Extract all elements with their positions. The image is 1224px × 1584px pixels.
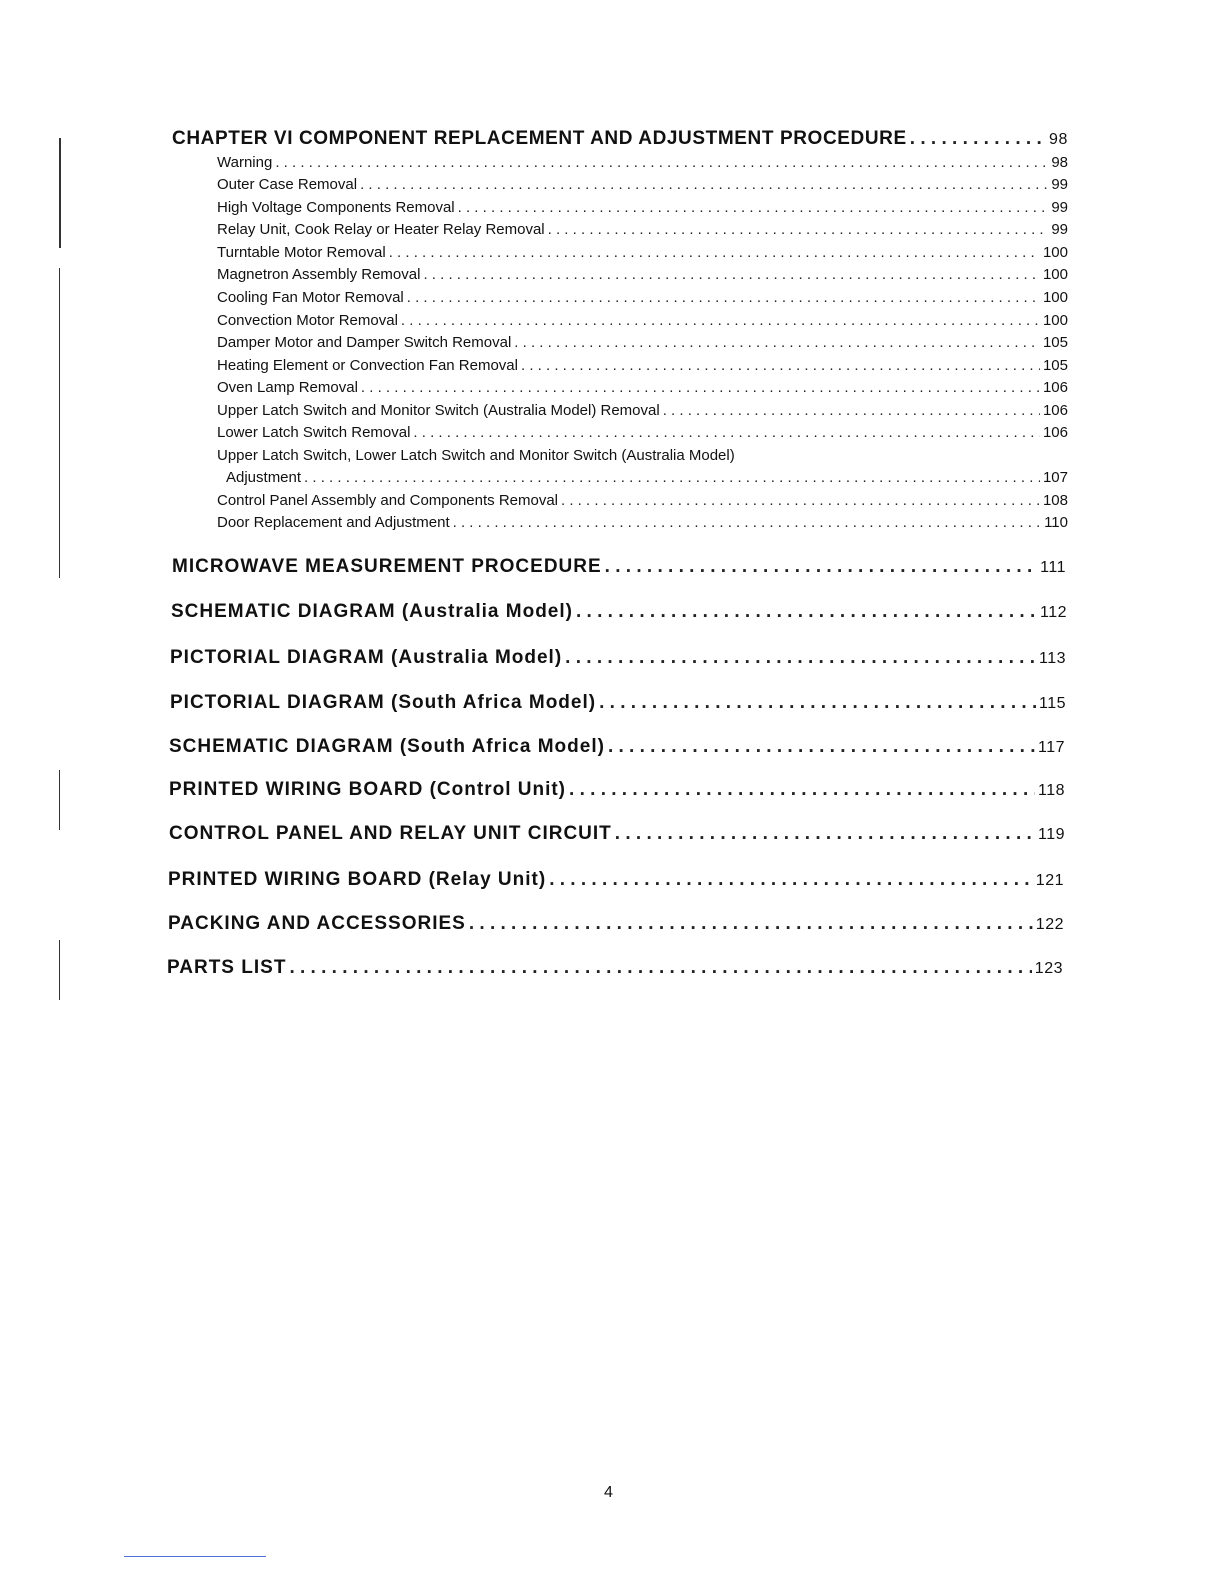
entry-label: Heating Element or Convection Fan Removal [217, 357, 518, 374]
entry-page: 108 [1042, 492, 1068, 509]
chapter-title: CHAPTER VI COMPONENT REPLACEMENT AND ADJUSTMENT PROCEDURE [172, 128, 907, 149]
dot-leader [401, 312, 1040, 329]
dot-leader [569, 779, 1035, 801]
dot-leader [514, 334, 1040, 351]
dot-leader [910, 128, 1046, 150]
toc-section [170, 647, 1066, 669]
footer-rule [124, 1556, 266, 1557]
dot-leader [304, 469, 1040, 486]
section-page: 123 [1034, 960, 1063, 977]
entry-page: 99 [1051, 199, 1068, 216]
section-page: 111 [1040, 559, 1066, 576]
dot-leader [605, 556, 1038, 578]
dot-leader [361, 379, 1040, 396]
dot-leader [599, 692, 1036, 714]
toc-entry [217, 424, 1068, 441]
dot-leader [389, 244, 1040, 261]
dot-leader [360, 176, 1048, 193]
dot-leader [549, 869, 1033, 891]
dot-leader [576, 601, 1037, 623]
toc-section [169, 823, 1065, 845]
entry-page: 99 [1051, 221, 1068, 238]
section-page: 113 [1038, 650, 1066, 667]
section-page: 112 [1039, 604, 1067, 621]
toc-entry [217, 154, 1068, 171]
toc-section [168, 869, 1064, 891]
dot-leader [565, 647, 1036, 669]
entry-label: Oven Lamp Removal [217, 379, 358, 396]
toc-entry [217, 357, 1068, 374]
scan-edge-line [59, 268, 60, 578]
toc-entry [217, 176, 1068, 193]
toc-entry [217, 266, 1068, 283]
section-label: PRINTED WIRING BOARD (Relay Unit) [168, 869, 547, 890]
entry-label: Adjustment [226, 469, 302, 486]
section-page: 122 [1035, 916, 1064, 933]
entry-label: Damper Motor and Damper Switch Removal [217, 334, 512, 351]
toc-entry [217, 514, 1068, 531]
section-label: PACKING AND ACCESSORIES [168, 913, 466, 934]
entry-label: Control Panel Assembly and Components Removal [217, 492, 559, 509]
toc-entry [217, 492, 1068, 509]
entry-page: 100 [1042, 266, 1068, 283]
entry-label: Outer Case Removal [217, 176, 358, 193]
entry-page: 100 [1042, 244, 1068, 261]
section-label: PICTORIAL DIAGRAM (Australia Model) [170, 647, 563, 668]
entry-page: 100 [1042, 289, 1068, 306]
entry-page: 110 [1044, 514, 1068, 531]
entry-label: Upper Latch Switch and Monitor Switch (Australia Model) Removal [217, 402, 660, 419]
dot-leader [423, 266, 1040, 283]
dot-leader [289, 957, 1031, 979]
toc-entry [217, 199, 1068, 216]
toc-section [167, 957, 1063, 979]
toc-section [172, 556, 1066, 578]
section-label: PRINTED WIRING BOARD (Control Unit) [169, 779, 567, 800]
entry-page: 105 [1042, 357, 1068, 374]
scan-edge-line [59, 940, 60, 1000]
page-number: 4 [604, 1484, 613, 1501]
section-page: 115 [1038, 695, 1066, 712]
entry-page: 105 [1042, 334, 1068, 351]
entry-label: Warning [217, 154, 273, 171]
entry-page: 99 [1051, 176, 1068, 193]
entry-label: High Voltage Components Removal [217, 199, 455, 216]
dot-leader [407, 289, 1040, 306]
dot-leader [548, 221, 1049, 238]
toc-section [171, 601, 1067, 623]
section-label: SCHEMATIC DIAGRAM (Australia Model) [171, 601, 573, 622]
scan-edge-line [59, 138, 61, 248]
toc-entry [217, 312, 1068, 329]
section-label: CONTROL PANEL AND RELAY UNIT CIRCUIT [169, 823, 612, 844]
toc-section [168, 913, 1064, 935]
section-label: PICTORIAL DIAGRAM (South Africa Model) [170, 692, 597, 713]
entry-label: Cooling Fan Motor Removal [217, 289, 404, 306]
dot-leader [458, 199, 1049, 216]
entry-label: Turntable Motor Removal [217, 244, 386, 261]
dot-leader [663, 402, 1040, 419]
dot-leader [275, 154, 1048, 171]
entry-page: 106 [1042, 424, 1068, 441]
toc-section [169, 779, 1065, 801]
section-page: 121 [1035, 872, 1064, 889]
dot-leader [469, 913, 1033, 935]
section-label: PARTS LIST [167, 957, 287, 978]
toc-entry [217, 334, 1068, 351]
dot-leader [453, 514, 1041, 531]
chapter-page: 98 [1049, 131, 1068, 148]
dot-leader [521, 357, 1040, 374]
entry-label: Lower Latch Switch Removal [217, 424, 411, 441]
entry-page: 98 [1051, 154, 1068, 171]
toc-entry-continued-label: Upper Latch Switch, Lower Latch Switch and Monitor Switch (Australia Model) [217, 447, 735, 464]
toc-entry [226, 469, 1068, 486]
entry-page: 107 [1042, 469, 1068, 486]
dot-leader [615, 823, 1035, 845]
toc-entry [217, 379, 1068, 396]
toc-entry [217, 402, 1068, 419]
section-label: MICROWAVE MEASUREMENT PROCEDURE [172, 556, 602, 577]
toc-section [170, 692, 1066, 714]
section-page: 117 [1037, 739, 1065, 756]
toc-section [169, 736, 1065, 758]
dot-leader [561, 492, 1040, 509]
entry-label: Door Replacement and Adjustment [217, 514, 450, 531]
toc-entry [217, 221, 1068, 238]
entry-label: Magnetron Assembly Removal [217, 266, 421, 283]
dot-leader [608, 736, 1035, 758]
section-page: 119 [1037, 826, 1065, 843]
entry-page: 106 [1042, 379, 1068, 396]
section-label: SCHEMATIC DIAGRAM (South Africa Model) [169, 736, 605, 757]
scan-edge-line [59, 770, 60, 830]
entry-label: Convection Motor Removal [217, 312, 398, 329]
toc-entry [217, 244, 1068, 261]
entry-page: 100 [1042, 312, 1068, 329]
toc-entry [217, 289, 1068, 306]
dot-leader [413, 424, 1040, 441]
section-page: 118 [1037, 782, 1065, 799]
entry-label: Relay Unit, Cook Relay or Heater Relay Removal [217, 221, 545, 238]
chapter-heading [172, 128, 1068, 150]
entry-page: 106 [1042, 402, 1068, 419]
